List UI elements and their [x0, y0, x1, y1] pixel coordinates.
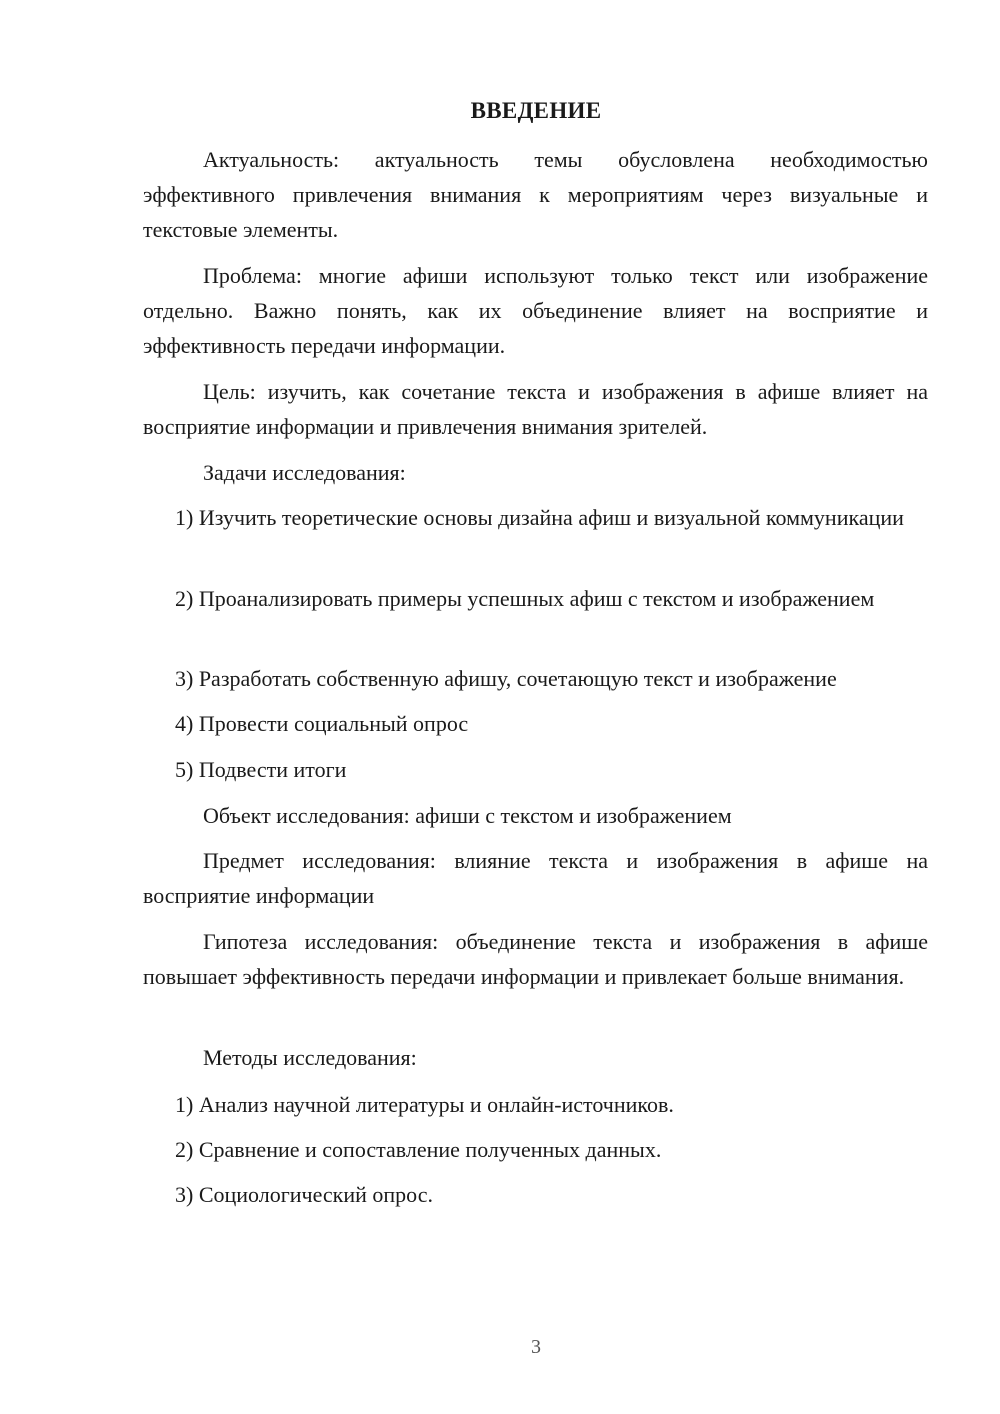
task-item: 5) Подвести итоги	[175, 757, 347, 782]
method-item: 1) Анализ научной литературы и онлайн-источников.	[175, 1092, 674, 1117]
subject-paragraph: Предмет исследования: влияние текста и изображения в афише на восприятие информации	[143, 848, 928, 908]
tasks-heading: Задачи исследования:	[203, 460, 406, 485]
page-number: 3	[531, 1336, 541, 1358]
relevance-paragraph: Актуальность: актуальность темы обусловлена необходимостью эффективного привлечения внимания к мероприятиям через визуальные и текстовые элементы.	[143, 147, 928, 242]
goal-paragraph: Цель: изучить, как сочетание текста и изображения в афише влияет на восприятие информации и привлечения внимания зрителей.	[143, 379, 928, 439]
problem-paragraph: Проблема: многие афиши используют только текст или изображение отдельно. Важно понять, как их объединение влияет на восприятие и эффективность передачи информации.	[143, 263, 928, 358]
task-item: 2) Проанализировать примеры успешных афиш с текстом и изображением	[175, 586, 875, 611]
task-item: 3) Разработать собственную афишу, сочетающую текст и изображение	[175, 666, 837, 691]
hypothesis-paragraph: Гипотеза исследования: объединение текста и изображения в афише повышает эффективность передачи информации и привлекает больше внимания.	[143, 929, 928, 989]
page-title: ВВЕДЕНИЕ	[470, 98, 602, 123]
method-item: 2) Сравнение и сопоставление полученных данных.	[175, 1137, 662, 1162]
task-item: 4) Провести социальный опрос	[175, 711, 469, 736]
method-item: 3) Социологический опрос.	[175, 1182, 433, 1207]
object-paragraph: Объект исследования: афиши с текстом и изображением	[203, 803, 732, 828]
methods-heading: Методы исследования:	[203, 1045, 417, 1070]
task-item: 1) Изучить теоретические основы дизайна афиш и визуальной коммуникации	[175, 505, 904, 530]
